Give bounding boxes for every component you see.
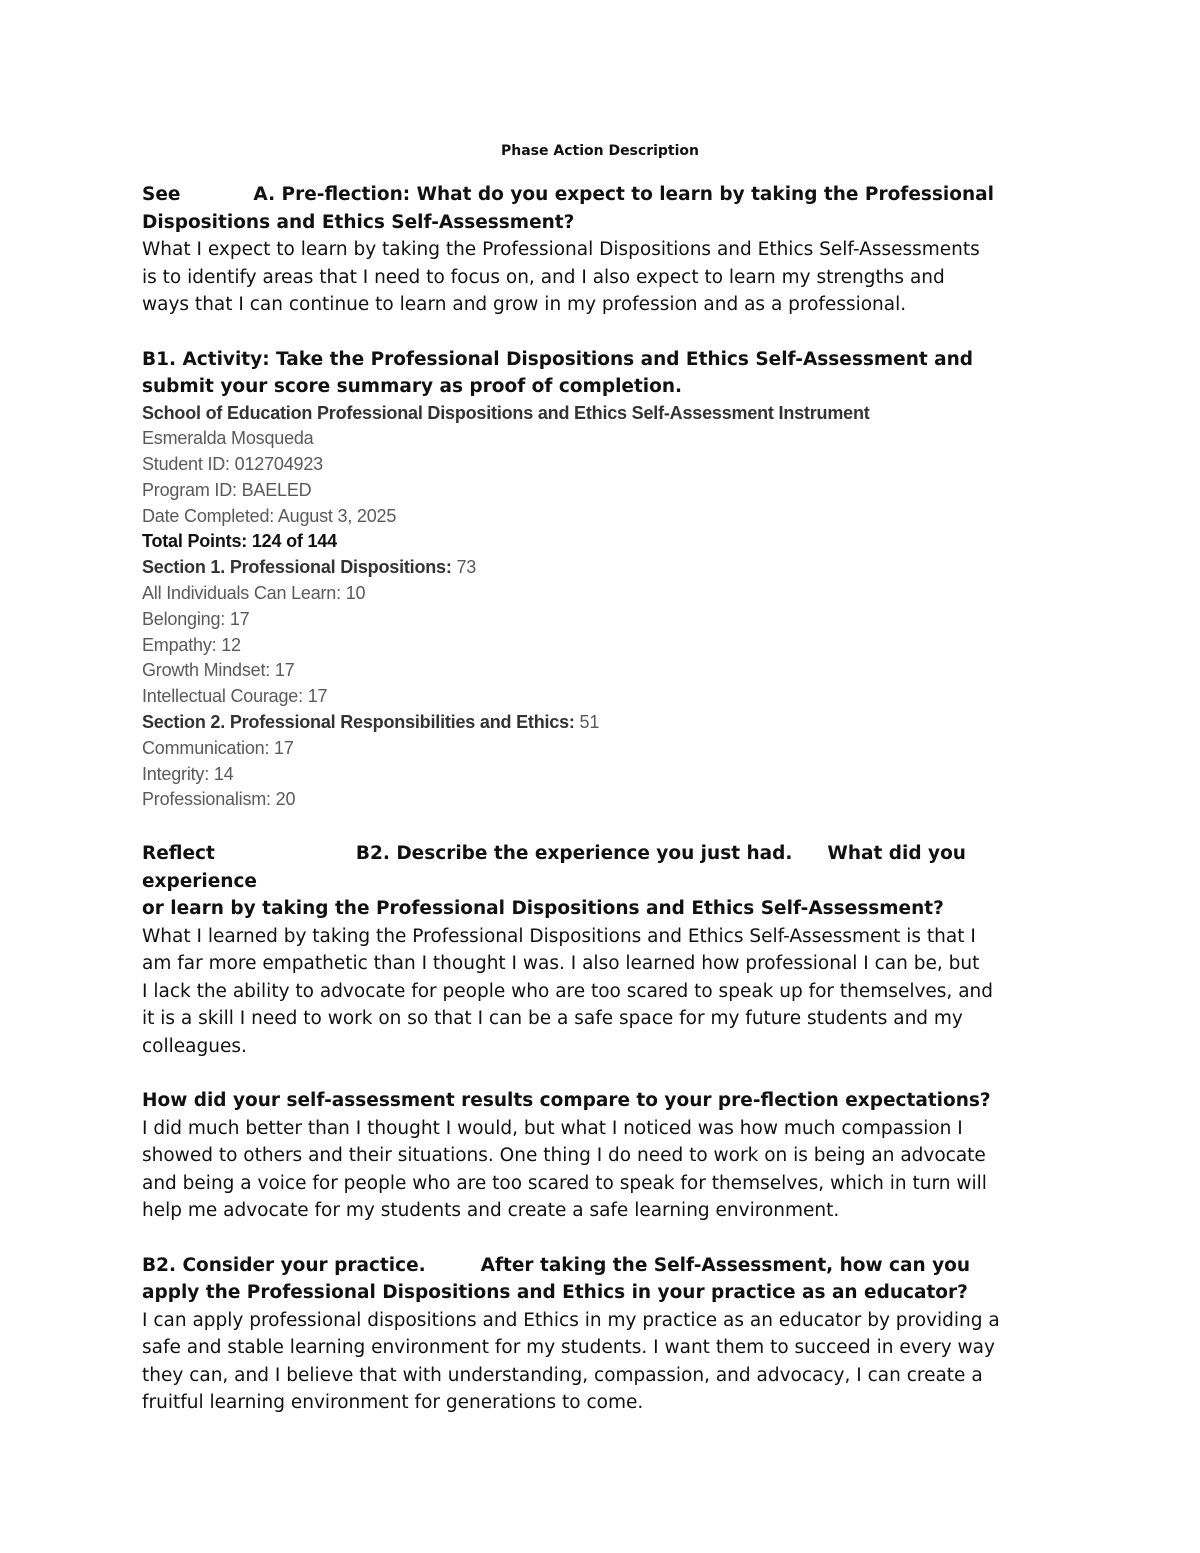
disposition-score: Intellectual Courage: 17 bbox=[142, 686, 328, 707]
reflect-answer-line: it is a skill I need to work on so that I can be a safe space for my future students and my bbox=[142, 1008, 963, 1030]
reflect-answer-line: colleagues. bbox=[142, 1035, 247, 1057]
compare-section bbox=[142, 1087, 1062, 1225]
practice-heading-line-1 bbox=[142, 1252, 1062, 1280]
reflect-answer-line: am far more empathetic than I thought I was. I also learned how professional I can be, but bbox=[142, 953, 980, 975]
compare-answer-line: showed to others and their situations. One thing I do need to work on is being an advocate bbox=[142, 1145, 986, 1167]
reflect-heading-part-1: B2. Describe the experience you just had. bbox=[355, 843, 793, 865]
phase-label-reflect: Reflect bbox=[142, 843, 215, 865]
section1-value: 73 bbox=[451, 557, 477, 578]
section2-label: Section 2. Professional Responsibilities and Ethics: bbox=[142, 712, 575, 733]
b1-section bbox=[142, 346, 1062, 814]
reflect-section bbox=[142, 840, 1062, 1060]
section1-score bbox=[142, 555, 1062, 581]
ethics-score: Integrity: 14 bbox=[142, 763, 234, 784]
student-id: Student ID: 012704923 bbox=[142, 454, 323, 475]
practice-answer-line: fruitful learning environment for generations to come. bbox=[142, 1392, 644, 1414]
practice-heading-part-2: After taking the Self-Assessment, how can you bbox=[480, 1254, 971, 1276]
compare-answer-line: help me advocate for my students and create a safe learning environment. bbox=[142, 1200, 840, 1222]
reflect-heading-line-1 bbox=[142, 840, 1062, 895]
b1-heading-line: B1. Activity: Take the Professional Dispositions and Ethics Self-Assessment and bbox=[142, 348, 974, 370]
see-heading-line-2: Dispositions and Ethics Self-Assessment? bbox=[142, 211, 575, 233]
document-title: Phase Action Description bbox=[500, 143, 699, 159]
see-answer-line: is to identify areas that I need to focus on, and I also expect to learn my strengths and bbox=[142, 266, 945, 288]
see-section bbox=[142, 181, 1062, 319]
ethics-score: Communication: 17 bbox=[142, 737, 294, 758]
phase-label-see: See bbox=[142, 184, 181, 205]
ethics-score: Professionalism: 20 bbox=[142, 789, 296, 810]
section2-value: 51 bbox=[574, 712, 600, 733]
practice-answer-line: they can, and I believe that with understanding, compassion, and advocacy, I can create a bbox=[142, 1364, 983, 1386]
reflect-heading-part-2: What did you experience bbox=[142, 843, 966, 892]
practice-heading-part-1: B2. Consider your practice. bbox=[142, 1254, 426, 1276]
see-answer-line: ways that I can continue to learn and grow in my profession and as a professional. bbox=[142, 294, 907, 315]
disposition-score: Belonging: 17 bbox=[142, 608, 250, 629]
disposition-score: Empathy: 12 bbox=[142, 634, 241, 655]
practice-section bbox=[142, 1252, 1062, 1417]
compare-answer-line: and being a voice for people who are too scared to speak for themselves, which in turn will bbox=[142, 1172, 987, 1194]
b1-heading-line: submit your score summary as proof of completion. bbox=[142, 376, 683, 397]
preflection-question-1: A. Pre-flection: What do you expect to learn by taking the Professional bbox=[253, 184, 994, 205]
reflect-answer-line: What I learned by taking the Professional Dispositions and Ethics Self-Assessment is that I bbox=[142, 925, 976, 947]
instrument-title: School of Education Professional Dispositions and Ethics Self-Assessment Instrument bbox=[142, 402, 870, 423]
disposition-score: Growth Mindset: 17 bbox=[142, 660, 295, 681]
see-answer-line: What I expect to learn by taking the Professional Dispositions and Ethics Self-Assessments bbox=[142, 239, 980, 260]
practice-heading-line-2: apply the Professional Dispositions and Ethics in your practice as an educator? bbox=[142, 1282, 968, 1304]
see-heading-line-1 bbox=[142, 181, 1062, 209]
reflect-heading-line-2: or learn by taking the Professional Dispositions and Ethics Self-Assessment? bbox=[142, 898, 944, 920]
reflect-answer-line: I lack the ability to advocate for people who are too scared to speak up for themselves, and bbox=[142, 980, 993, 1002]
compare-heading: How did your self-assessment results compare to your pre-flection expectations? bbox=[142, 1090, 991, 1112]
disposition-score: All Individuals Can Learn: 10 bbox=[142, 583, 366, 604]
program-id: Program ID: BAELED bbox=[142, 479, 312, 500]
practice-answer-line: I can apply professional dispositions and Ethics in my practice as an educator by providing a bbox=[142, 1309, 1000, 1331]
practice-answer-line: safe and stable learning environment for my students. I want them to succeed in every way bbox=[142, 1337, 995, 1359]
section1-label: Section 1. Professional Dispositions: bbox=[142, 557, 452, 578]
document-body bbox=[142, 181, 1062, 1417]
total-points: Total Points: 124 of 144 bbox=[142, 531, 337, 552]
date-completed: Date Completed: August 3, 2025 bbox=[142, 505, 397, 526]
student-name: Esmeralda Mosqueda bbox=[142, 428, 314, 449]
section2-score bbox=[142, 710, 1062, 736]
compare-answer-line: I did much better than I thought I would, but what I noticed was how much compassion I bbox=[142, 1117, 963, 1139]
